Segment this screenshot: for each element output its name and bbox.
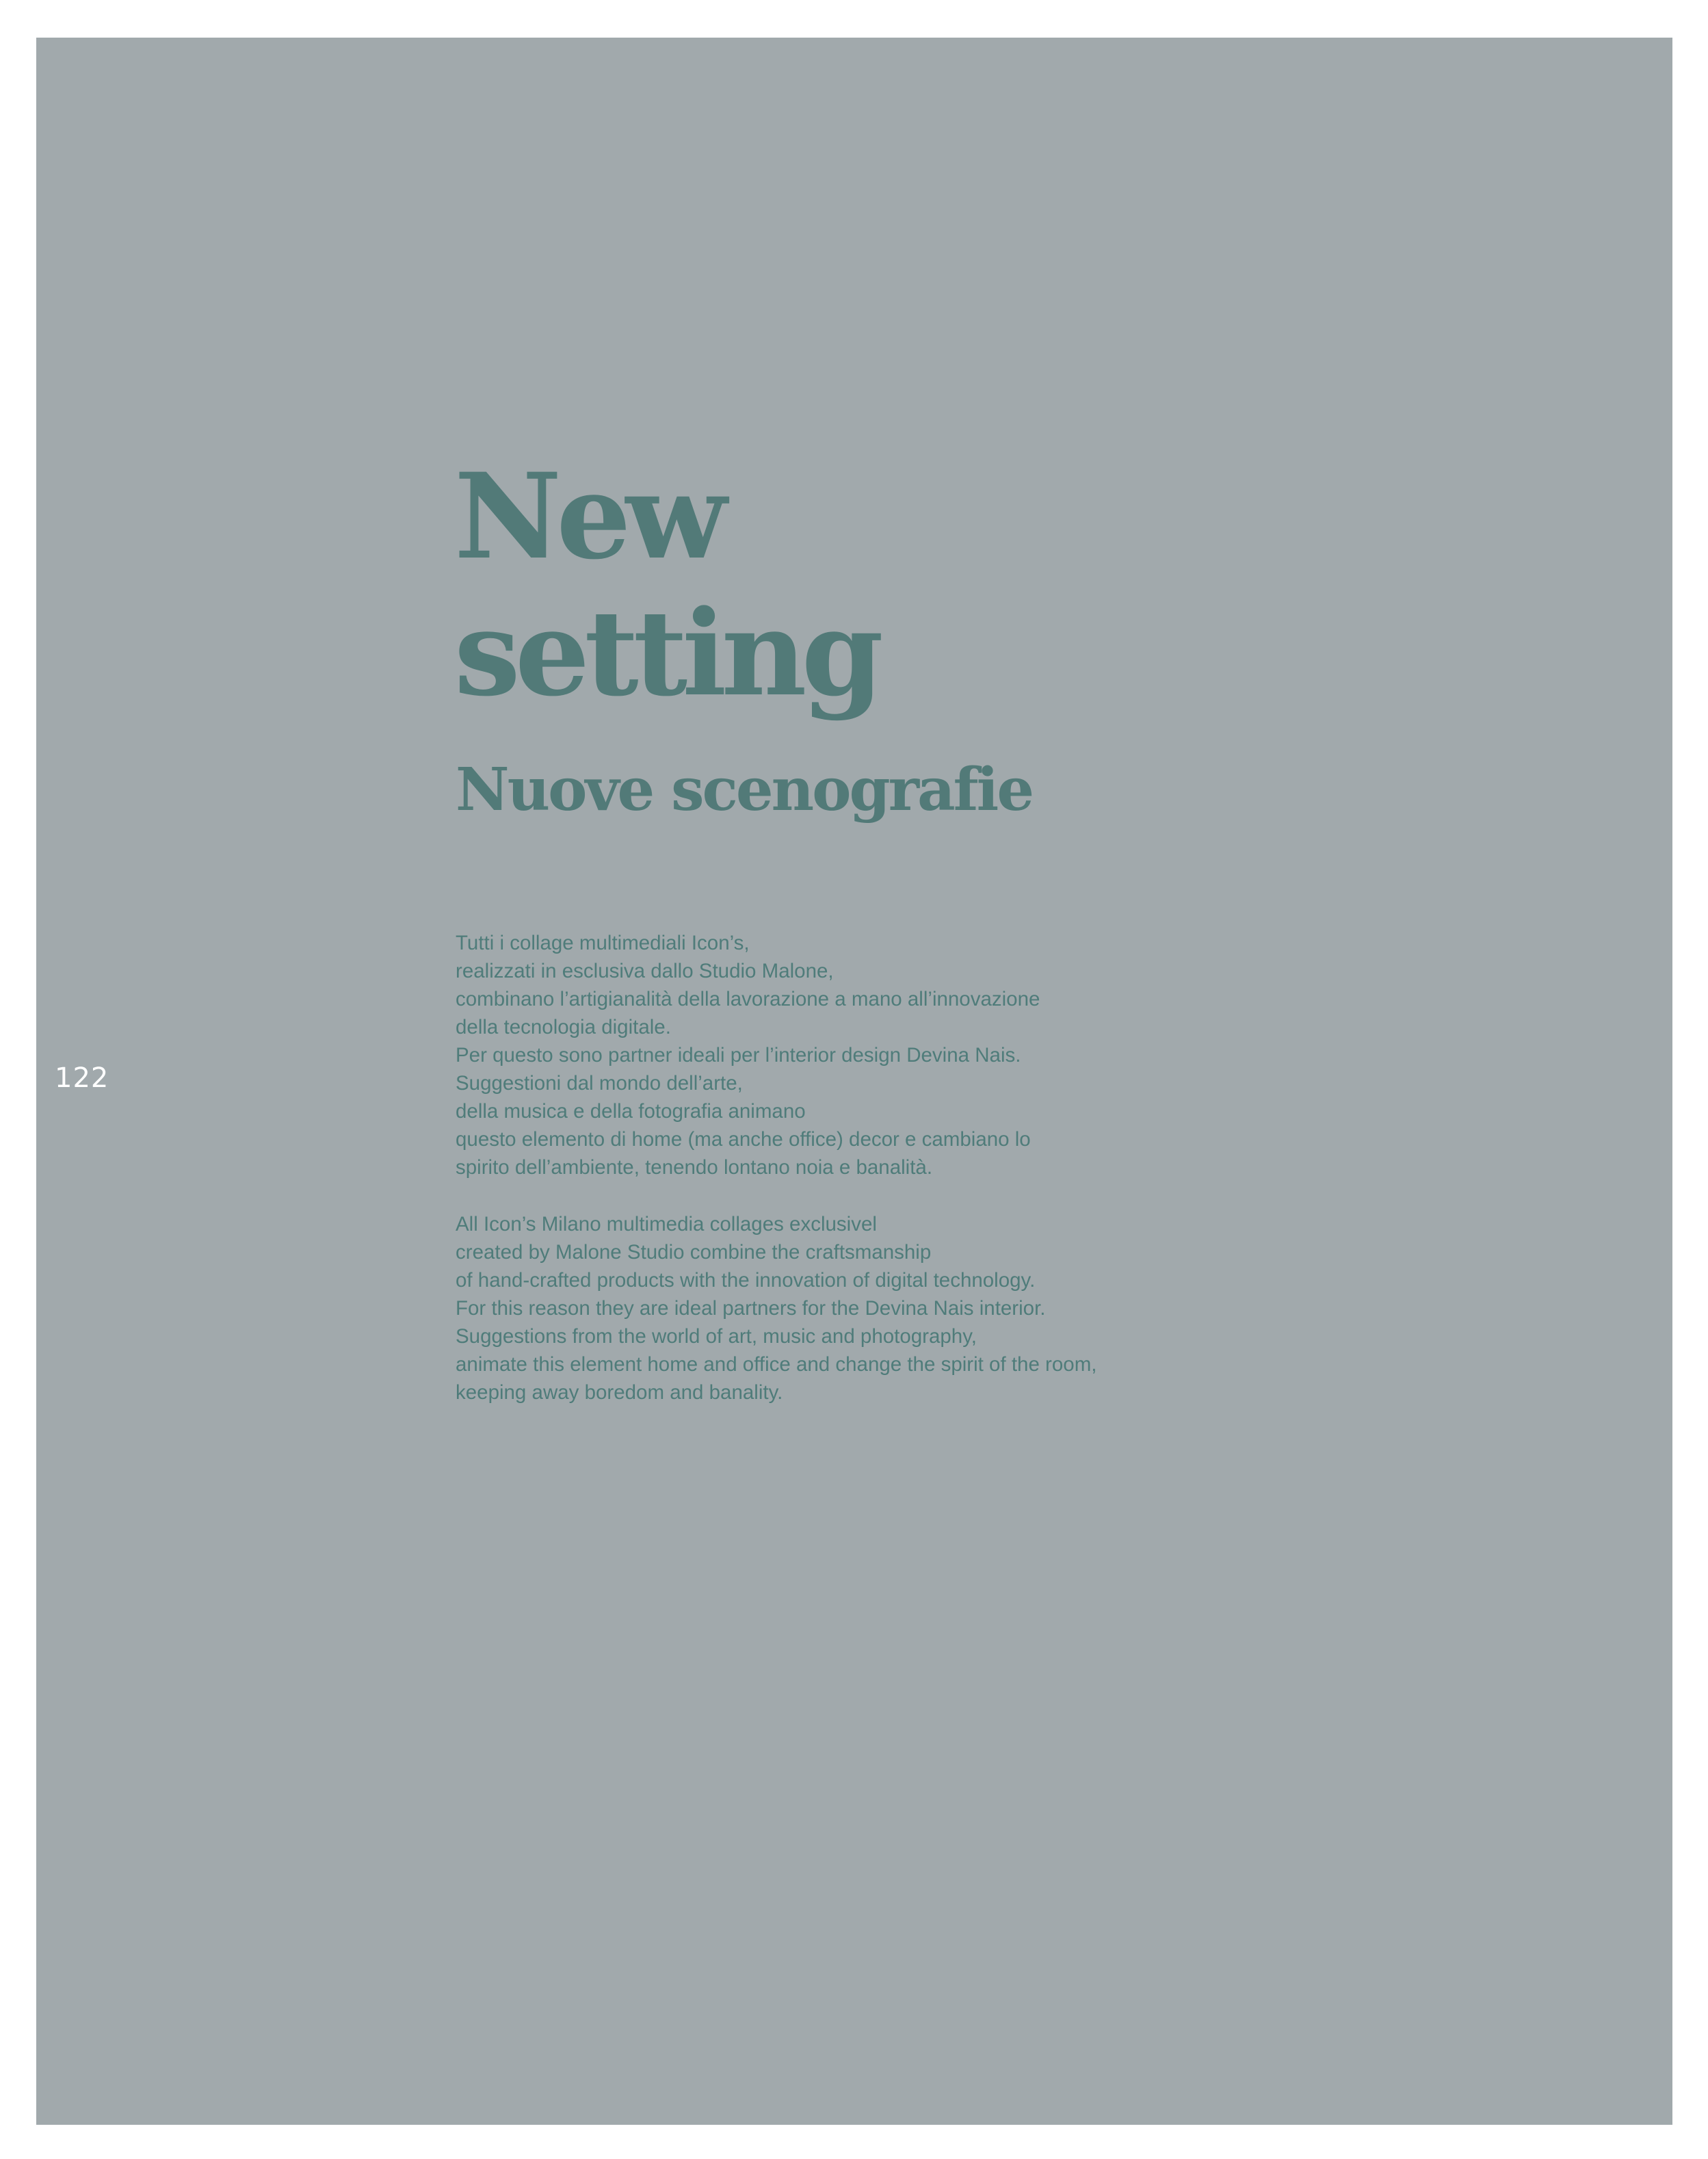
paragraph-line: spirito dell’ambiente, tenendo lontano noia e banalità.: [456, 1156, 933, 1179]
paragraph-line: animate this element home and office and change the spirit of the room,: [456, 1353, 1097, 1376]
paragraph-line: combinano l’artigianalità della lavorazione a mano all’innovazione: [456, 988, 1040, 1010]
paragraph-line: All Icon’s Milano multimedia collages exclusivel: [456, 1213, 877, 1235]
paragraph-line: keeping away boredom and banality.: [456, 1381, 783, 1404]
paragraph-line: realizzati in esclusiva dallo Studio Malone,: [456, 960, 834, 982]
paragraph-line: created by Malone Studio combine the craftsmanship: [456, 1241, 932, 1264]
english-paragraph: [456, 1210, 1208, 1406]
page-title: [454, 448, 878, 722]
title-line-2: setting: [454, 584, 878, 722]
paragraph-line: questo elemento di home (ma anche office) decor e cambiano lo: [456, 1128, 1031, 1151]
paragraph-line: Suggestions from the world of art, music and photography,: [456, 1325, 977, 1348]
title-line-1: New: [454, 447, 722, 586]
paragraph-line: della tecnologia digitale.: [456, 1016, 671, 1038]
paragraph-line: Per questo sono partner ideali per l’interior design Devina Nais.: [456, 1044, 1021, 1067]
page-subtitle: Nuove scenografie: [456, 755, 1033, 824]
paragraph-line: della musica e della fotografia animano: [456, 1100, 806, 1123]
paragraph-line: Tutti i collage multimediali Icon’s,: [456, 932, 750, 954]
paragraph-line: For this reason they are ideal partners for the Devina Nais interior.: [456, 1297, 1046, 1320]
page-number: 122: [55, 1062, 109, 1094]
paragraph-line: Suggestioni dal mondo dell’arte,: [456, 1072, 743, 1095]
paragraph-line: of hand-crafted products with the innovation of digital technology.: [456, 1269, 1036, 1292]
italian-paragraph: [456, 929, 1208, 1181]
